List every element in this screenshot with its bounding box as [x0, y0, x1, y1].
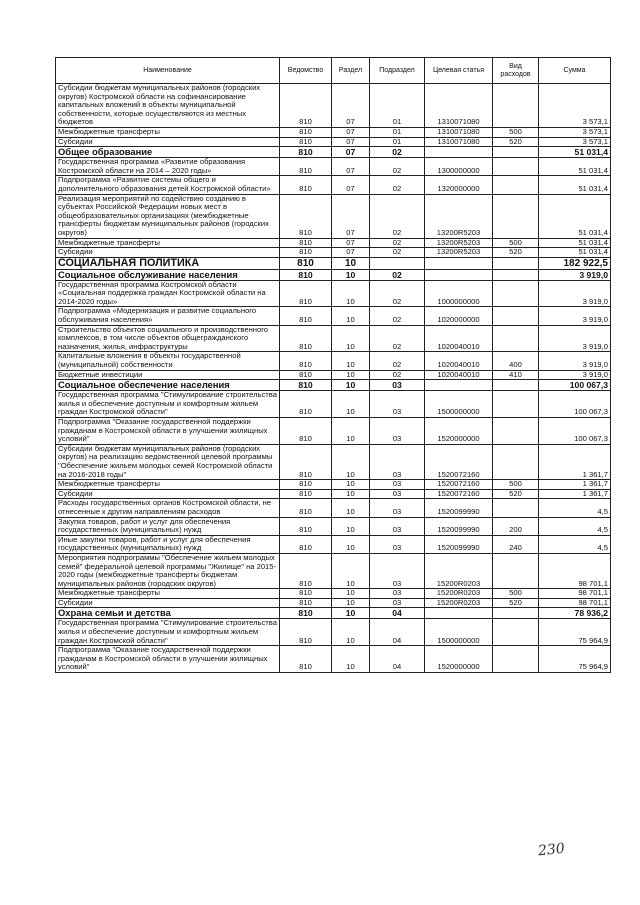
row-target-article: 1520072160: [425, 480, 493, 490]
row-name: Межбюджетные трансферты: [56, 480, 280, 490]
header-name: Наименование: [56, 58, 280, 84]
header-expense-type: Вид расходов: [493, 58, 539, 84]
table-row: [56, 589, 611, 599]
row-subsection: 03: [370, 391, 425, 418]
row-name: Подпрограмма «Модернизация и развитие социального обслуживания населения»: [56, 307, 280, 325]
table-row: [56, 480, 611, 490]
row-name: Государственная программа "Стимулирование строительства жилья и обеспечение доступным и комфортным жильем граждан Костромской области": [56, 391, 280, 418]
row-department: 810: [280, 589, 332, 599]
row-section: 07: [332, 158, 370, 176]
row-expense-type: [493, 307, 539, 325]
row-department: 810: [280, 257, 332, 269]
row-target-article: [425, 380, 493, 391]
table-row: [56, 257, 611, 269]
row-subsection: 02: [370, 269, 425, 280]
row-expense-type: 500: [493, 127, 539, 137]
row-target-article: 1310071080: [425, 84, 493, 128]
row-department: 810: [280, 444, 332, 479]
row-target-article: [425, 257, 493, 269]
row-section: 10: [332, 646, 370, 673]
row-expense-type: 520: [493, 489, 539, 499]
row-subsection: 02: [370, 238, 425, 248]
row-department: 810: [280, 238, 332, 248]
row-target-article: 1520072160: [425, 444, 493, 479]
row-expense-type: 520: [493, 598, 539, 608]
row-target-article: [425, 608, 493, 619]
table-row: [56, 84, 611, 128]
row-amount: 75 964,9: [539, 646, 611, 673]
row-department: 810: [280, 352, 332, 370]
row-target-article: 1520072160: [425, 489, 493, 499]
row-amount: 100 067,3: [539, 391, 611, 418]
row-section: 10: [332, 444, 370, 479]
table-row: [56, 176, 611, 194]
row-section: 07: [332, 127, 370, 137]
row-expense-type: [493, 194, 539, 238]
row-department: 810: [280, 137, 332, 147]
row-subsection: 03: [370, 517, 425, 535]
row-expense-type: 520: [493, 137, 539, 147]
row-expense-type: [493, 553, 539, 588]
row-department: 810: [280, 646, 332, 673]
row-section: 07: [332, 84, 370, 128]
row-section: 07: [332, 176, 370, 194]
row-expense-type: [493, 147, 539, 158]
table-row: [56, 352, 611, 370]
row-expense-type: [493, 257, 539, 269]
table-row: [56, 517, 611, 535]
row-name: Социальное обслуживание населения: [56, 269, 280, 280]
row-expense-type: [493, 158, 539, 176]
table-body: [56, 84, 611, 673]
row-subsection: 02: [370, 158, 425, 176]
row-name: Межбюджетные трансферты: [56, 238, 280, 248]
row-subsection: 03: [370, 489, 425, 499]
row-section: 10: [332, 553, 370, 588]
table-row: [56, 391, 611, 418]
row-subsection: 02: [370, 176, 425, 194]
row-department: 810: [280, 517, 332, 535]
row-subsection: 03: [370, 598, 425, 608]
row-name: Государственная программа Костромской области «Социальная поддержка граждан Костромской области на 2014-2020 годы»: [56, 280, 280, 307]
row-subsection: 01: [370, 137, 425, 147]
table-row: [56, 147, 611, 158]
row-department: 810: [280, 194, 332, 238]
row-amount: 3 919,0: [539, 370, 611, 380]
table-row: [56, 194, 611, 238]
row-amount: 51 031,4: [539, 238, 611, 248]
row-subsection: [370, 257, 425, 269]
row-target-article: 1020000000: [425, 307, 493, 325]
row-department: 810: [280, 499, 332, 517]
table-row: [56, 127, 611, 137]
table-row: [56, 280, 611, 307]
row-amount: 1 361,7: [539, 444, 611, 479]
row-amount: 98 701,1: [539, 589, 611, 599]
row-section: 10: [332, 598, 370, 608]
row-section: 10: [332, 517, 370, 535]
row-department: 810: [280, 489, 332, 499]
table-row: [56, 608, 611, 619]
row-subsection: 04: [370, 608, 425, 619]
row-department: 810: [280, 553, 332, 588]
row-name: Бюджетные инвестиции: [56, 370, 280, 380]
row-department: 810: [280, 307, 332, 325]
row-amount: 51 031,4: [539, 194, 611, 238]
row-section: 10: [332, 489, 370, 499]
table-row: [56, 248, 611, 258]
row-subsection: 03: [370, 418, 425, 445]
row-name: Субсидии: [56, 137, 280, 147]
row-target-article: 13200R5203: [425, 238, 493, 248]
table-row: [56, 380, 611, 391]
row-name: Государственная программа «Развитие образования Костромской области на 2014 – 2020 годы»: [56, 158, 280, 176]
row-section: 10: [332, 325, 370, 352]
row-target-article: 15200R0203: [425, 589, 493, 599]
row-target-article: 1520099990: [425, 517, 493, 535]
row-department: 810: [280, 147, 332, 158]
table-row: [56, 418, 611, 445]
row-subsection: 02: [370, 370, 425, 380]
row-name: Иные закупки товаров, работ и услуг для обеспечения государственных (муниципальных) нужд: [56, 535, 280, 553]
row-amount: 4,5: [539, 499, 611, 517]
row-target-article: 1300000000: [425, 158, 493, 176]
row-name: Расходы государственных органов Костромской области, не отнесенные к другим направлениям расходов: [56, 499, 280, 517]
row-amount: 100 067,3: [539, 418, 611, 445]
row-department: 810: [280, 598, 332, 608]
row-amount: 98 701,1: [539, 553, 611, 588]
row-section: 07: [332, 194, 370, 238]
row-subsection: 02: [370, 248, 425, 258]
row-amount: 98 701,1: [539, 598, 611, 608]
row-section: 10: [332, 589, 370, 599]
row-department: 810: [280, 325, 332, 352]
row-section: 10: [332, 499, 370, 517]
row-expense-type: [493, 619, 539, 646]
row-department: 810: [280, 418, 332, 445]
row-department: 810: [280, 280, 332, 307]
row-name: Подпрограмма «Развитие системы общего и дополнительного образования детей Костромской области»: [56, 176, 280, 194]
row-name: Закупка товаров, работ и услуг для обеспечения государственных (муниципальных) нужд: [56, 517, 280, 535]
row-amount: 75 964,9: [539, 619, 611, 646]
row-target-article: 15200R0203: [425, 598, 493, 608]
row-amount: 4,5: [539, 535, 611, 553]
row-department: 810: [280, 176, 332, 194]
header-amount: Сумма: [539, 58, 611, 84]
row-amount: 100 067,3: [539, 380, 611, 391]
row-target-article: 1520000000: [425, 418, 493, 445]
row-name: Субсидии бюджетам муниципальных районов (городских округов) на реализацию ведомственной целевой программы "Обеспечение жильем молодых семей Костромской области на 2016-2018 годы": [56, 444, 280, 479]
row-expense-type: [493, 325, 539, 352]
row-name: Социальное обеспечение населения: [56, 380, 280, 391]
row-subsection: 03: [370, 499, 425, 517]
row-amount: 4,5: [539, 517, 611, 535]
row-subsection: 02: [370, 325, 425, 352]
row-amount: 3 919,0: [539, 307, 611, 325]
row-section: 10: [332, 257, 370, 269]
row-name: Государственная программа "Стимулирование строительства жилья и обеспечение доступным и комфортным жильем граждан Костромской области": [56, 619, 280, 646]
row-subsection: 03: [370, 444, 425, 479]
row-expense-type: [493, 176, 539, 194]
row-amount: 1 361,7: [539, 489, 611, 499]
row-target-article: 1520000000: [425, 646, 493, 673]
row-section: 10: [332, 535, 370, 553]
row-section: 10: [332, 352, 370, 370]
row-target-article: 1020040010: [425, 370, 493, 380]
row-amount: 3 919,0: [539, 280, 611, 307]
row-target-article: 1310071080: [425, 127, 493, 137]
row-target-article: 1520099990: [425, 499, 493, 517]
row-name: Капитальные вложения в объекты государственной (муниципальной) собственности: [56, 352, 280, 370]
row-amount: 3 919,0: [539, 352, 611, 370]
row-target-article: [425, 147, 493, 158]
row-expense-type: [493, 84, 539, 128]
table-row: [56, 307, 611, 325]
row-name: Строительство объектов социального и производственного комплексов, в том числе объектов общегражданского назначения, жилья, инфраструктуры: [56, 325, 280, 352]
row-subsection: 03: [370, 380, 425, 391]
row-subsection: 04: [370, 646, 425, 673]
row-name: Субсидии: [56, 248, 280, 258]
row-expense-type: [493, 280, 539, 307]
row-department: 810: [280, 248, 332, 258]
row-department: 810: [280, 84, 332, 128]
row-section: 10: [332, 619, 370, 646]
table-row: [56, 238, 611, 248]
row-department: 810: [280, 269, 332, 280]
row-target-article: 15200R0203: [425, 553, 493, 588]
row-expense-type: [493, 499, 539, 517]
row-subsection: 01: [370, 127, 425, 137]
row-amount: 51 031,4: [539, 147, 611, 158]
row-expense-type: 500: [493, 238, 539, 248]
header-subsection: Подраздел: [370, 58, 425, 84]
row-name: Подпрограмма "Оказание государственной поддержки гражданам в Костромской области в улучшении жилищных условий": [56, 646, 280, 673]
row-target-article: 1500000000: [425, 619, 493, 646]
row-name: СОЦИАЛЬНАЯ ПОЛИТИКА: [56, 257, 280, 269]
header-department: Ведомство: [280, 58, 332, 84]
row-amount: 51 031,4: [539, 248, 611, 258]
row-expense-type: 500: [493, 589, 539, 599]
row-subsection: 02: [370, 307, 425, 325]
row-target-article: 13200R5203: [425, 194, 493, 238]
row-amount: 3 919,0: [539, 269, 611, 280]
table-row: [56, 269, 611, 280]
row-department: 810: [280, 608, 332, 619]
row-name: Субсидии: [56, 489, 280, 499]
row-amount: 51 031,4: [539, 158, 611, 176]
row-name: Межбюджетные трансферты: [56, 127, 280, 137]
row-name: Реализация мероприятий по содействию созданию в субъектах Российской Федерации новых мест в общеобразовательных организациях (межбюджетные трансферты бюджетам муниципальных районов (городских округов): [56, 194, 280, 238]
row-subsection: 03: [370, 535, 425, 553]
row-expense-type: [493, 380, 539, 391]
row-subsection: 03: [370, 553, 425, 588]
page-number: 230: [537, 840, 566, 860]
row-amount: 78 936,2: [539, 608, 611, 619]
row-target-article: 13200R5203: [425, 248, 493, 258]
row-subsection: 03: [370, 589, 425, 599]
row-department: 810: [280, 391, 332, 418]
row-expense-type: [493, 269, 539, 280]
row-department: 810: [280, 158, 332, 176]
row-amount: 3 573,1: [539, 137, 611, 147]
table-row: [56, 325, 611, 352]
row-expense-type: 520: [493, 248, 539, 258]
row-subsection: 01: [370, 84, 425, 128]
row-expense-type: 400: [493, 352, 539, 370]
row-amount: 1 361,7: [539, 480, 611, 490]
row-section: 07: [332, 147, 370, 158]
table-row: [56, 646, 611, 673]
row-subsection: 02: [370, 147, 425, 158]
row-section: 10: [332, 370, 370, 380]
row-department: 810: [280, 127, 332, 137]
row-amount: 51 031,4: [539, 176, 611, 194]
row-target-article: 1320000000: [425, 176, 493, 194]
row-name: Охрана семьи и детства: [56, 608, 280, 619]
row-expense-type: 500: [493, 480, 539, 490]
row-subsection: 03: [370, 480, 425, 490]
header-section: Раздел: [332, 58, 370, 84]
row-name: Межбюджетные трансферты: [56, 589, 280, 599]
row-expense-type: [493, 608, 539, 619]
table-row: [56, 619, 611, 646]
header-target-article: Целевая статья: [425, 58, 493, 84]
row-section: 07: [332, 137, 370, 147]
row-target-article: 1500000000: [425, 391, 493, 418]
row-target-article: 1020040010: [425, 325, 493, 352]
row-section: 10: [332, 391, 370, 418]
row-expense-type: 200: [493, 517, 539, 535]
row-target-article: 1520099990: [425, 535, 493, 553]
table-row: [56, 535, 611, 553]
row-name: Подпрограмма "Оказание государственной поддержки гражданам в Костромской области в улучшении жилищных условий": [56, 418, 280, 445]
row-target-article: 1310071080: [425, 137, 493, 147]
table-row: [56, 553, 611, 588]
table-row: [56, 158, 611, 176]
row-subsection: 02: [370, 352, 425, 370]
row-section: 10: [332, 380, 370, 391]
row-expense-type: [493, 391, 539, 418]
row-target-article: 1020040010: [425, 352, 493, 370]
row-subsection: 04: [370, 619, 425, 646]
row-expense-type: [493, 444, 539, 479]
row-section: 10: [332, 307, 370, 325]
row-department: 810: [280, 480, 332, 490]
row-amount: 3 573,1: [539, 127, 611, 137]
row-section: 10: [332, 269, 370, 280]
budget-table: [55, 57, 611, 673]
row-department: 810: [280, 535, 332, 553]
row-target-article: [425, 269, 493, 280]
row-section: 10: [332, 480, 370, 490]
row-amount: 182 922,5: [539, 257, 611, 269]
row-department: 810: [280, 370, 332, 380]
row-department: 810: [280, 619, 332, 646]
row-section: 10: [332, 280, 370, 307]
row-name: Общее образование: [56, 147, 280, 158]
row-name: Мероприятия подпрограммы "Обеспечение жильем молодых семей" федеральной целевой программы "Жилище" на 2015-2020 годы (межбюджетные трансферты бюджетам муниципальных районов (городских округов): [56, 553, 280, 588]
row-subsection: 02: [370, 280, 425, 307]
row-department: 810: [280, 380, 332, 391]
row-amount: 3 919,0: [539, 325, 611, 352]
row-expense-type: [493, 418, 539, 445]
row-name: Субсидии: [56, 598, 280, 608]
row-section: 10: [332, 608, 370, 619]
row-expense-type: [493, 646, 539, 673]
row-section: 07: [332, 238, 370, 248]
table-row: [56, 499, 611, 517]
row-subsection: 02: [370, 194, 425, 238]
row-expense-type: 410: [493, 370, 539, 380]
row-target-article: 1000000000: [425, 280, 493, 307]
row-section: 07: [332, 248, 370, 258]
row-name: Субсидии бюджетам муниципальных районов (городских округов) Костромской области на софинансирование капитальных вложений в объекты муниципальной собственности, которые осуществляются из местных бюджетов: [56, 84, 280, 128]
table-header-row: [56, 58, 611, 84]
row-amount: 3 573,1: [539, 84, 611, 128]
table-row: [56, 444, 611, 479]
row-expense-type: 240: [493, 535, 539, 553]
row-section: 10: [332, 418, 370, 445]
budget-sheet: [55, 57, 610, 673]
